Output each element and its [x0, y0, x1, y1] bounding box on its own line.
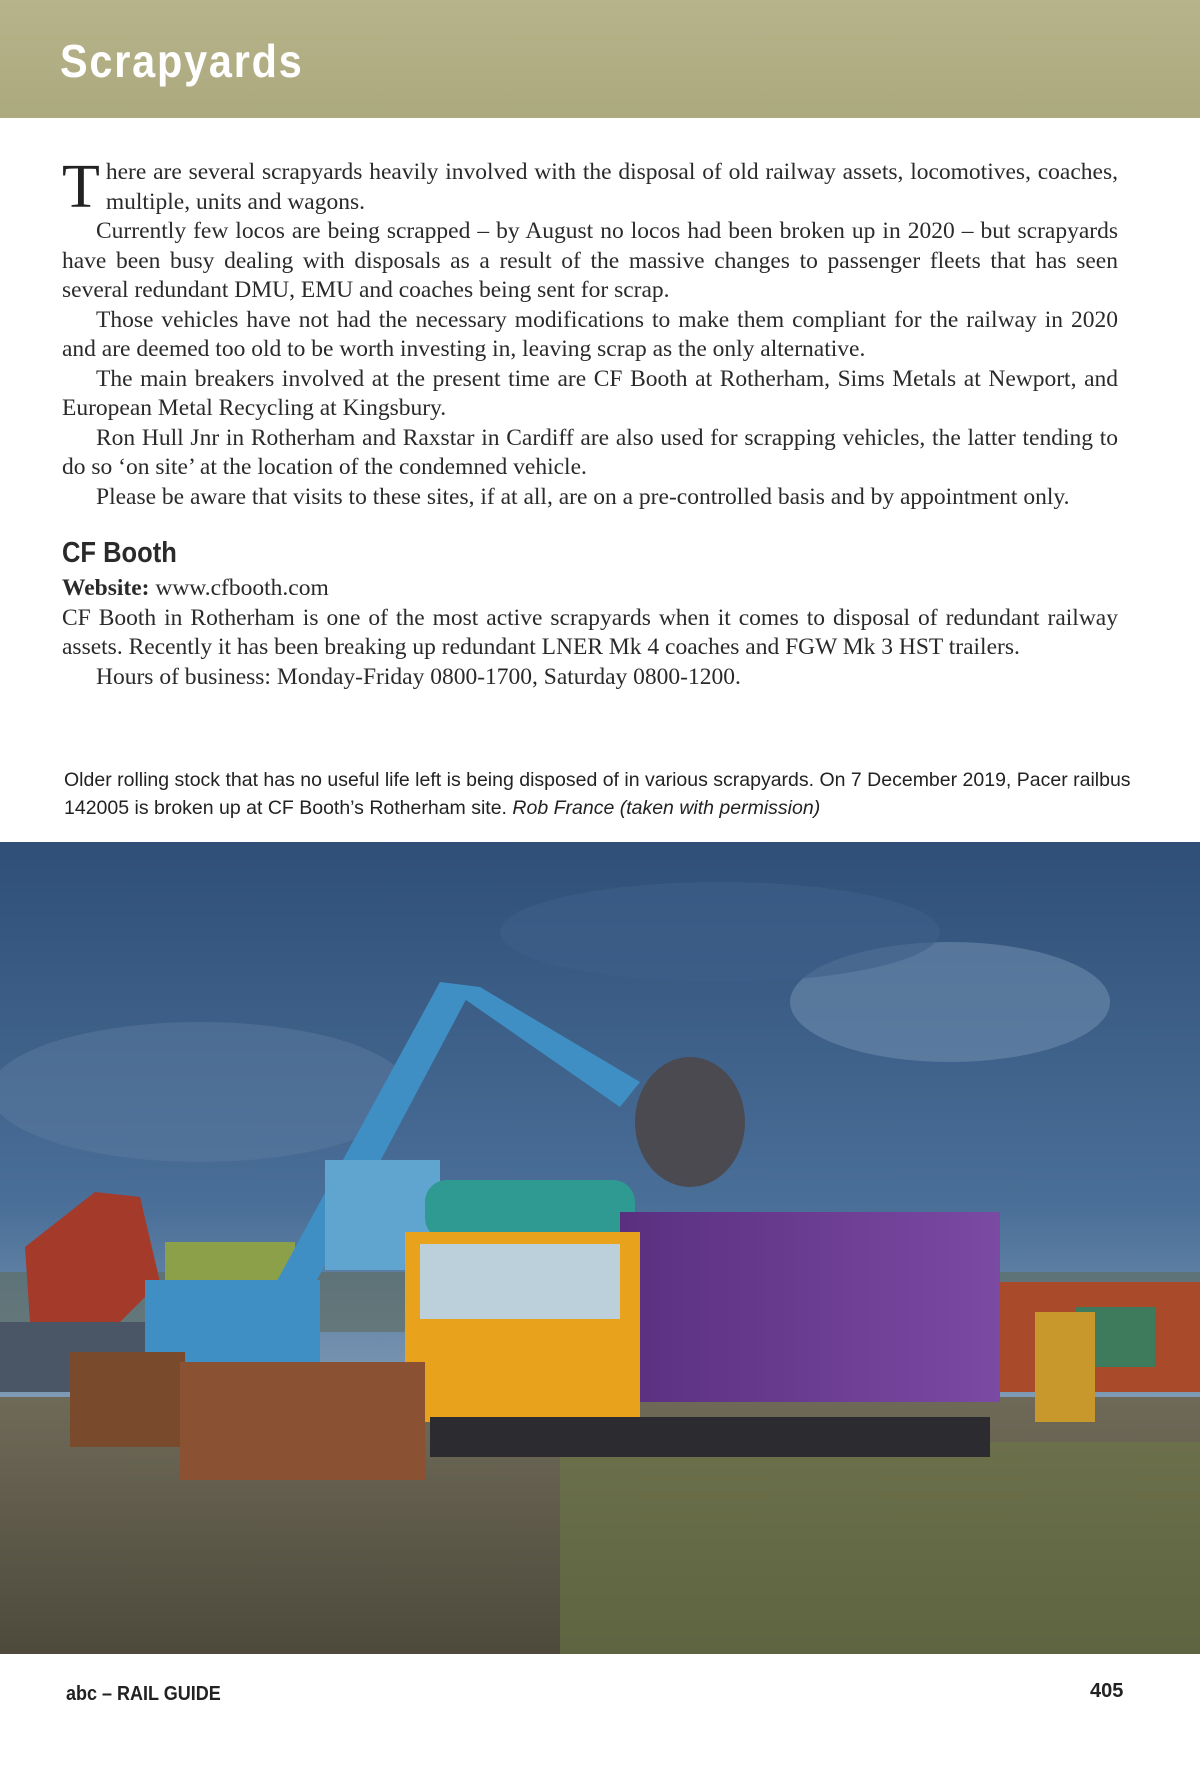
- business-hours: Hours of business: Monday-Friday 0800-1700, Saturday 0800-1200.: [96, 663, 741, 690]
- intro-paragraph: Currently few locos are being scrapped – by August no locos had been broken up in 2020 – but scrapyards have been busy dealing with disposals as a result of the massive changes to passenger fleets that has seen several redundant DMU, EMU and coaches being sent for scrap.: [62, 218, 1118, 303]
- photo-credit: Rob France (taken with permission): [512, 797, 821, 819]
- page-number: 405: [1090, 1680, 1124, 1702]
- cloud: [0, 1022, 410, 1162]
- drop-cap: T: [62, 153, 100, 221]
- yellow-panel: [1035, 1312, 1095, 1422]
- intro-paragraph-text: here are several scrapyards heavily involved with the disposal of old railway assets, locomotives, coaches, multiple, units and wagons.: [105, 159, 1118, 215]
- page-title: Scrapyards: [60, 35, 304, 87]
- photo-caption: [64, 766, 1144, 822]
- cf-booth-description: CF Booth in Rotherham is one of the most active scrapyards when it comes to disposal of redundant railway assets. Recently it has been breaking up redundant LNER Mk 4 coaches and FGW Mk 3 HST trailers.: [62, 604, 1118, 660]
- grab-bucket: [635, 1057, 745, 1187]
- cf-booth-heading: CF Booth: [62, 537, 177, 569]
- caption-text: Older rolling stock that has no useful life left is being disposed of in various scrapyards. On 7 December 2019, Pacer railbus 142005 is broken up at CF Booth’s Rotherham site.: [64, 769, 1131, 819]
- scrap-bin: [70, 1352, 185, 1447]
- train-body: [620, 1212, 1000, 1402]
- cloud: [500, 882, 940, 982]
- website-link[interactable]: www.cfbooth.com: [155, 575, 329, 601]
- cf-booth-section: [62, 574, 1118, 692]
- intro-paragraph: [62, 153, 1118, 221]
- intro-paragraph: The main breakers involved at the present time are CF Booth at Rotherham, Sims Metals at Newport, and European Metal Recycling at Kingsbury.: [62, 365, 1118, 421]
- green-roof: [165, 1242, 295, 1282]
- intro-paragraph: Ron Hull Jnr in Rotherham and Raxstar in Cardiff are also used for scrapping vehicles, the latter tending to do so ‘on site’ at the location of the condemned vehicle.: [62, 424, 1118, 480]
- grass: [560, 1442, 1200, 1654]
- intro-text: [62, 153, 1118, 512]
- scrap-bin: [180, 1362, 425, 1480]
- website-label: Website:: [62, 575, 150, 601]
- publication-name: abc – RAIL GUIDE: [66, 1683, 221, 1705]
- website-line: [62, 574, 1118, 604]
- intro-paragraph: Please be aware that visits to these sites, if at all, are on a pre-controlled basis and by appointment only.: [96, 483, 1070, 510]
- train-underframe: [430, 1417, 990, 1457]
- train-roof: [425, 1180, 635, 1240]
- scrapyard-photo: [0, 842, 1200, 1654]
- intro-paragraph: Those vehicles have not had the necessary modifications to make them compliant for the railway in 2020 and are deemed too old to be worth investing in, leaving scrap as the only alternative.: [62, 306, 1118, 362]
- train-windscreen: [420, 1244, 620, 1319]
